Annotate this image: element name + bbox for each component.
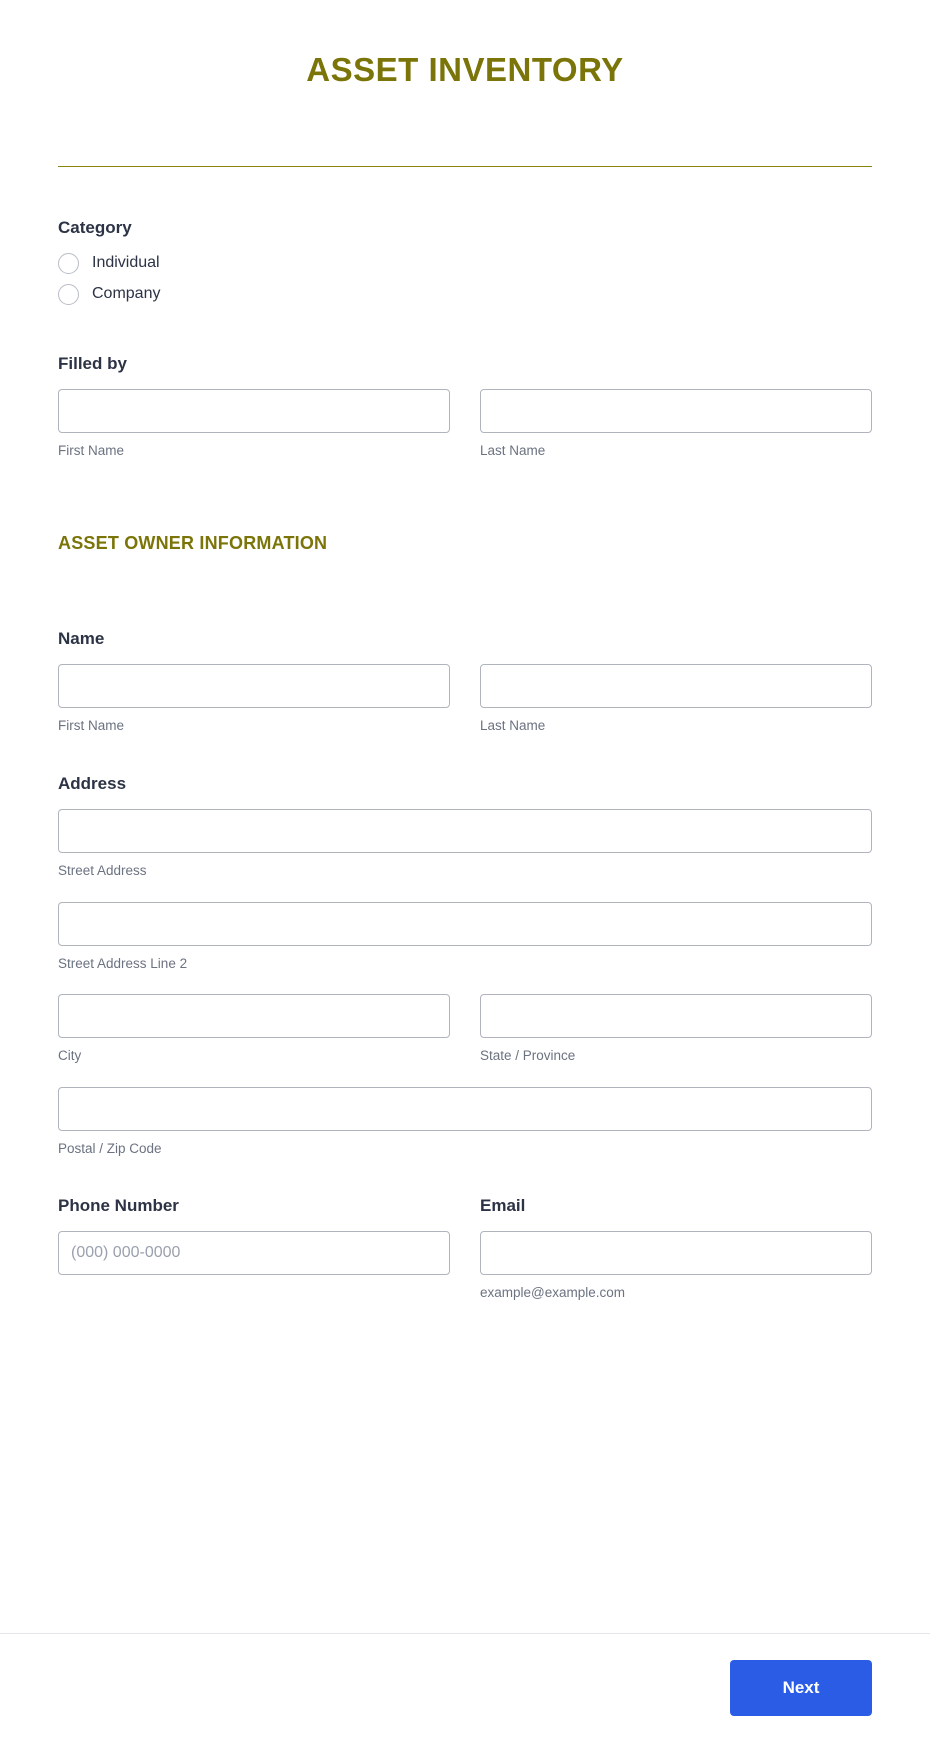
filled-by-label: Filled by [58,353,127,373]
radio-icon[interactable] [58,253,79,274]
owner-city-input[interactable] [58,994,450,1038]
owner-last-name-sublabel: Last Name [480,718,546,734]
owner-city-state-row [58,994,872,1065]
owner-first-name-sublabel: First Name [58,718,125,734]
owner-street-input[interactable] [58,809,872,853]
field-email [480,1195,872,1302]
filled-by-first-name-input[interactable] [58,389,450,433]
email-sublabel: example@example.com [480,1285,626,1301]
owner-street2-input[interactable] [58,902,872,946]
owner-last-name-group [480,664,872,735]
radio-option-company[interactable] [58,284,872,305]
owner-city-sublabel: City [58,1048,82,1064]
filled-by-inputs [58,389,872,460]
filled-by-first-name-sublabel: First Name [58,442,125,458]
owner-postal-sublabel: Postal / Zip Code [58,1140,162,1156]
field-category [58,217,872,305]
radio-option-individual[interactable] [58,253,872,274]
owner-address-label: Address [58,773,127,793]
owner-state-input[interactable] [480,994,872,1038]
email-input[interactable] [480,1231,872,1275]
radio-label-individual: Individual [92,253,160,271]
section-heading-asset-owner: ASSET OWNER INFORMATION [58,533,328,554]
field-filled-by [58,353,872,460]
owner-street-sublabel: Street Address [58,863,147,879]
title-spacer [58,90,872,166]
owner-postal-input[interactable] [58,1087,872,1131]
owner-street2-group [58,902,872,973]
radio-icon[interactable] [58,284,79,305]
phone-number-label: Phone Number [58,1196,179,1216]
filled-by-first-name-group [58,389,450,460]
owner-name-inputs [58,664,872,735]
owner-state-sublabel: State / Province [480,1048,576,1064]
owner-last-name-input[interactable] [480,664,872,708]
owner-street-group [58,809,872,880]
field-owner-address [58,773,872,1157]
filled-by-last-name-group [480,389,872,460]
owner-first-name-group [58,664,450,735]
next-button[interactable]: Next [730,1660,872,1716]
owner-state-group [480,994,872,1065]
filled-by-last-name-sublabel: Last Name [480,442,546,458]
radio-label-company: Company [92,284,161,302]
field-owner-name [58,628,872,735]
contact-row [58,1195,872,1302]
phone-number-input[interactable] [58,1231,450,1275]
filled-by-last-name-input[interactable] [480,389,872,433]
owner-name-label: Name [58,629,105,649]
owner-city-group [58,994,450,1065]
field-phone-number [58,1195,450,1302]
category-label: Category [58,217,132,237]
owner-street2-sublabel: Street Address Line 2 [58,955,188,971]
owner-postal-group [58,1087,872,1158]
email-label: Email [480,1196,526,1216]
form-footer [0,1633,930,1754]
page-title: ASSET INVENTORY [306,51,624,88]
owner-first-name-input[interactable] [58,664,450,708]
